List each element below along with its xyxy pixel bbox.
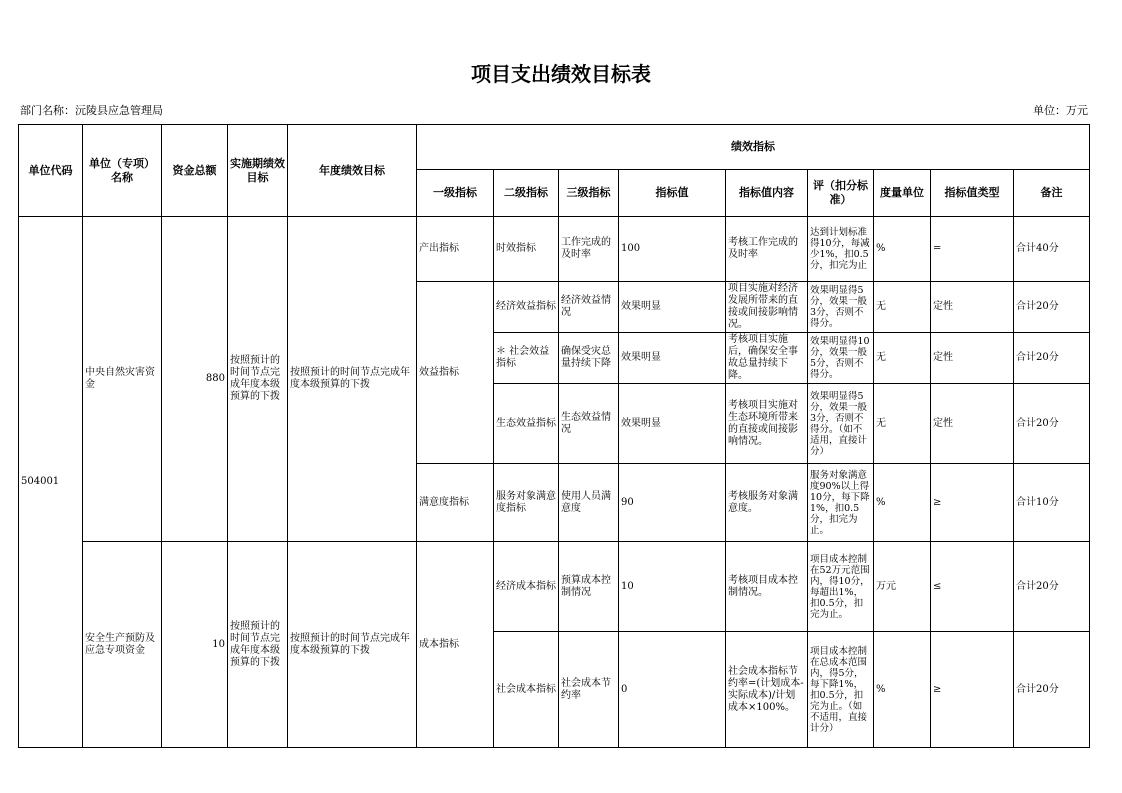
content-cell: 社会成本指标节约率=(计划成本-实际成本)/计划成本×100%。 <box>726 632 808 748</box>
annual-goal-cell: 按照预计的时间节点完成年度本级预算的下拨 <box>288 542 417 748</box>
impl-goal-cell: 按照预计的时间节点完成年度本级预算的下拨 <box>228 217 288 542</box>
note-cell: 合计20分 <box>1014 542 1090 632</box>
scoring-cell: 效果明显得5分，效果一般3分，否则不得分。（如不适用，直接计分） <box>808 384 874 464</box>
note-cell: 合计40分 <box>1014 217 1090 282</box>
content-cell: 考核项目成本控制情况。 <box>726 542 808 632</box>
unit-cell: 无 <box>874 384 931 464</box>
header-indicator-value: 指标值 <box>619 170 726 217</box>
value-cell: 效果明显 <box>619 384 726 464</box>
unit-cell: % <box>874 464 931 542</box>
header-performance: 绩效指标 <box>417 125 1090 170</box>
note-cell: 合计20分 <box>1014 384 1090 464</box>
department-label: 部门名称：沅陵县应急管理局 <box>20 104 163 117</box>
header-level2: 二级指标 <box>494 170 559 217</box>
table-row <box>19 542 1090 632</box>
unit-cell: 万元 <box>874 542 931 632</box>
unit-cell: 无 <box>874 282 931 333</box>
level3-cell: 确保受灾总量持续下降 <box>559 333 619 384</box>
scoring-cell: 达到计划标准得10分，每减少1%，扣0.5分，扣完为止 <box>808 217 874 282</box>
header-value-type: 指标值类型 <box>931 170 1014 217</box>
header-indicator-content: 指标值内容 <box>726 170 808 217</box>
unit-code-cell: 504001 <box>19 217 83 748</box>
header-measure-unit: 度量单位 <box>874 170 931 217</box>
header-unit-name: 单位（专项）名称 <box>83 125 162 217</box>
note-cell: 合计20分 <box>1014 632 1090 748</box>
table-row <box>19 217 1090 282</box>
level1-cell: 满意度指标 <box>417 464 494 542</box>
value-cell: 90 <box>619 464 726 542</box>
level3-cell: 使用人员满意度 <box>559 464 619 542</box>
level1-cell: 产出指标 <box>417 217 494 282</box>
scoring-cell: 服务对象满意度90%以上得10分，每下降1%，扣0.5分，扣完为止。 <box>808 464 874 542</box>
unit-cell: 无 <box>874 333 931 384</box>
project-amount-cell: 880 <box>162 217 228 542</box>
type-cell: ≤ <box>931 542 1014 632</box>
value-cell: 100 <box>619 217 726 282</box>
level2-cell: 生态效益指标 <box>494 384 559 464</box>
type-cell: ≥ <box>931 632 1014 748</box>
page-title: 项目支出绩效目标表 <box>471 62 651 86</box>
scoring-cell: 效果明显得10分，效果一般5分，否则不得分。 <box>808 333 874 384</box>
type-cell: 定性 <box>931 333 1014 384</box>
unit-cell: % <box>874 217 931 282</box>
type-cell: 定性 <box>931 384 1014 464</box>
level3-cell: 经济效益情况 <box>559 282 619 333</box>
level3-cell: 预算成本控制情况 <box>559 542 619 632</box>
performance-table <box>18 124 1090 748</box>
content-cell: 考核项目实施对生态环境所带来的直接或间接影响情况。 <box>726 384 808 464</box>
header-scoring: 评（扣分标准） <box>808 170 874 217</box>
value-cell: 效果明显 <box>619 333 726 384</box>
header-unit-code: 单位代码 <box>19 125 83 217</box>
annual-goal-cell: 按照预计的时间节点完成年度本级预算的下拨 <box>288 217 417 542</box>
project-amount-cell: 10 <box>162 542 228 748</box>
impl-goal-cell: 按照预计的时间节点完成年度本级预算的下拨 <box>228 542 288 748</box>
level3-cell: 工作完成的及时率 <box>559 217 619 282</box>
value-cell: 10 <box>619 542 726 632</box>
value-cell: 0 <box>619 632 726 748</box>
scoring-cell: 项目成本控制在总成本范围内，得5分，每下降1%，扣0.5分，扣完为止。（如不适用，直接计分） <box>808 632 874 748</box>
project-name-cell: 中央自然灾害资金 <box>83 217 162 542</box>
level2-cell: 时效指标 <box>494 217 559 282</box>
level2-cell: 经济效益指标 <box>494 282 559 333</box>
level2-cell: 社会成本指标 <box>494 632 559 748</box>
scoring-cell: 效果明显得5分，效果一般3分，否则不得分。 <box>808 282 874 333</box>
header-note: 备注 <box>1014 170 1090 217</box>
header-annual-goal: 年度绩效目标 <box>288 125 417 217</box>
project-name-cell: 安全生产预防及应急专项资金 <box>83 542 162 748</box>
level1-cell: 效益指标 <box>417 282 494 464</box>
header-level1: 一级指标 <box>417 170 494 217</box>
unit-cell: % <box>874 632 931 748</box>
type-cell: = <box>931 217 1014 282</box>
content-cell: 项目实施对经济发展所带来的直接或间接影响情况。 <box>726 282 808 333</box>
content-cell: 考核服务对象满意度。 <box>726 464 808 542</box>
header-impl-goal: 实施期绩效目标 <box>228 125 288 217</box>
type-cell: 定性 <box>931 282 1014 333</box>
note-cell: 合计20分 <box>1014 282 1090 333</box>
scoring-cell: 项目成本控制在52万元范围内，得10分，每超出1%，扣0.5分，扣完为止。 <box>808 542 874 632</box>
type-cell: ≥ <box>931 464 1014 542</box>
level3-cell: 生态效益情况 <box>559 384 619 464</box>
note-cell: 合计10分 <box>1014 464 1090 542</box>
unit-label: 单位：万元 <box>1033 104 1088 117</box>
level3-cell: 社会成本节约率 <box>559 632 619 748</box>
level1-cell: 成本指标 <box>417 542 494 748</box>
content-cell: 考核项目实施后，确保安全事故总量持续下降。 <box>726 333 808 384</box>
level2-cell: ＊ 社会效益指标 <box>494 333 559 384</box>
note-cell: 合计20分 <box>1014 333 1090 384</box>
value-cell: 效果明显 <box>619 282 726 333</box>
header-level3: 三级指标 <box>559 170 619 217</box>
level2-cell: 服务对象满意度指标 <box>494 464 559 542</box>
level2-cell: 经济成本指标 <box>494 542 559 632</box>
header-fund-total: 资金总额 <box>162 125 228 217</box>
content-cell: 考核工作完成的及时率 <box>726 217 808 282</box>
